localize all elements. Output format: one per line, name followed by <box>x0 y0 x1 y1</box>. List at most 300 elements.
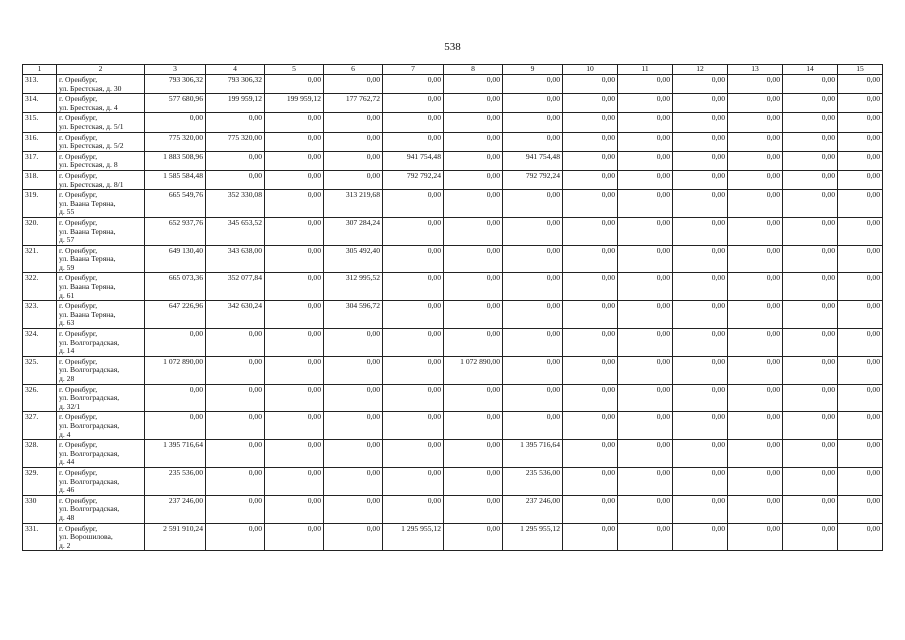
value-cell: 0,00 <box>783 273 838 301</box>
value-cell: 0,00 <box>783 132 838 151</box>
value-cell: 0,00 <box>206 170 265 189</box>
value-cell: 0,00 <box>206 151 265 170</box>
table-row <box>23 440 883 468</box>
address-line: г. Оренбург, <box>59 440 98 450</box>
address-cell <box>57 170 145 189</box>
value-cell: 0,00 <box>265 301 324 329</box>
table-body <box>23 65 883 551</box>
value-cell: 1 295 955,12 <box>383 523 444 551</box>
data-table <box>22 64 883 551</box>
column-header: 13 <box>728 65 783 75</box>
address-line: г. Оренбург, <box>59 170 98 180</box>
table-row <box>23 113 883 132</box>
address-line: г. Оренбург, <box>59 132 98 142</box>
address-cell <box>57 273 145 301</box>
value-cell: 0,00 <box>563 301 618 329</box>
column-header: 10 <box>563 65 618 75</box>
value-cell: 0,00 <box>324 75 383 94</box>
address-line: ул. Ворошилова, <box>59 532 113 542</box>
value-cell: 199 959,12 <box>206 94 265 113</box>
value-cell: 0,00 <box>383 273 444 301</box>
value-cell: 0,00 <box>838 151 883 170</box>
value-cell: 0,00 <box>145 329 206 357</box>
table-row <box>23 190 883 218</box>
address-line: д. 44 <box>59 457 75 467</box>
value-cell: 235 536,00 <box>503 467 563 495</box>
value-cell: 0,00 <box>563 151 618 170</box>
address-cell <box>57 94 145 113</box>
address-cell <box>57 495 145 523</box>
address-line: ул. Брестская, д. 30 <box>59 83 122 93</box>
address-line: г. Оренбург, <box>59 94 98 104</box>
address-line: д. 32/1 <box>59 401 81 411</box>
value-cell: 0,00 <box>673 190 728 218</box>
column-header: 15 <box>838 65 883 75</box>
column-header: 4 <box>206 65 265 75</box>
value-cell: 0,00 <box>673 94 728 113</box>
row-number: 314. <box>23 94 57 113</box>
value-cell: 307 284,24 <box>324 217 383 245</box>
page-number: 538 <box>444 41 461 53</box>
value-cell: 0,00 <box>783 523 838 551</box>
value-cell: 0,00 <box>728 273 783 301</box>
value-cell: 1 395 716,64 <box>145 440 206 468</box>
value-cell: 0,00 <box>783 356 838 384</box>
value-cell: 305 492,40 <box>324 245 383 273</box>
value-cell: 0,00 <box>265 523 324 551</box>
column-header: 11 <box>618 65 673 75</box>
value-cell: 0,00 <box>265 467 324 495</box>
value-cell: 0,00 <box>563 329 618 357</box>
row-number: 331. <box>23 523 57 551</box>
value-cell: 577 680,96 <box>145 94 206 113</box>
value-cell: 0,00 <box>563 190 618 218</box>
address-cell <box>57 523 145 551</box>
value-cell: 0,00 <box>265 495 324 523</box>
value-cell: 0,00 <box>503 113 563 132</box>
value-cell: 0,00 <box>673 301 728 329</box>
value-cell: 0,00 <box>618 467 673 495</box>
value-cell: 0,00 <box>673 273 728 301</box>
address-line: д. 48 <box>59 512 75 522</box>
value-cell: 0,00 <box>618 151 673 170</box>
address-line: ул. Ваана Теряна, <box>59 282 116 292</box>
value-cell: 0,00 <box>503 190 563 218</box>
value-cell: 0,00 <box>838 190 883 218</box>
value-cell: 0,00 <box>206 467 265 495</box>
value-cell: 0,00 <box>206 440 265 468</box>
value-cell: 0,00 <box>618 217 673 245</box>
value-cell: 0,00 <box>673 523 728 551</box>
row-number: 328. <box>23 440 57 468</box>
value-cell: 0,00 <box>783 329 838 357</box>
value-cell: 0,00 <box>728 151 783 170</box>
value-cell: 0,00 <box>383 495 444 523</box>
row-number: 324. <box>23 329 57 357</box>
value-cell: 0,00 <box>618 301 673 329</box>
value-cell: 0,00 <box>503 132 563 151</box>
address-line: г. Оренбург, <box>59 190 98 200</box>
row-number: 315. <box>23 113 57 132</box>
value-cell: 0,00 <box>563 75 618 94</box>
address-line: г. Оренбург, <box>59 495 98 505</box>
value-cell: 0,00 <box>673 384 728 412</box>
value-cell: 0,00 <box>838 467 883 495</box>
value-cell: 345 653,52 <box>206 217 265 245</box>
address-line: ул. Волгоградская, <box>59 448 120 458</box>
address-line: д. 4 <box>59 429 71 439</box>
address-line: ул. Волгоградская, <box>59 476 120 486</box>
address-cell <box>57 412 145 440</box>
value-cell: 0,00 <box>618 113 673 132</box>
value-cell: 0,00 <box>783 170 838 189</box>
value-cell: 0,00 <box>206 329 265 357</box>
column-header: 2 <box>57 65 145 75</box>
value-cell: 0,00 <box>728 132 783 151</box>
value-cell: 0,00 <box>673 170 728 189</box>
value-cell: 0,00 <box>265 151 324 170</box>
value-cell: 0,00 <box>728 523 783 551</box>
row-number: 326. <box>23 384 57 412</box>
value-cell: 0,00 <box>618 245 673 273</box>
table-row <box>23 301 883 329</box>
address-cell <box>57 329 145 357</box>
value-cell: 793 306,32 <box>206 75 265 94</box>
value-cell: 352 330,08 <box>206 190 265 218</box>
value-cell: 0,00 <box>444 132 503 151</box>
column-header: 8 <box>444 65 503 75</box>
row-number: 327. <box>23 412 57 440</box>
address-line: д. 63 <box>59 318 75 328</box>
value-cell: 0,00 <box>728 412 783 440</box>
value-cell: 0,00 <box>673 412 728 440</box>
value-cell: 0,00 <box>563 245 618 273</box>
value-cell: 0,00 <box>673 75 728 94</box>
value-cell: 0,00 <box>563 384 618 412</box>
value-cell: 0,00 <box>618 75 673 94</box>
address-line: д. 57 <box>59 235 75 245</box>
value-cell: 0,00 <box>265 440 324 468</box>
value-cell: 0,00 <box>838 245 883 273</box>
value-cell: 237 246,00 <box>145 495 206 523</box>
value-cell: 0,00 <box>444 301 503 329</box>
column-header: 1 <box>23 65 57 75</box>
value-cell: 0,00 <box>444 113 503 132</box>
column-header: 7 <box>383 65 444 75</box>
value-cell: 0,00 <box>618 170 673 189</box>
address-line: ул. Брестская, д. 4 <box>59 102 118 112</box>
address-cell <box>57 217 145 245</box>
row-number: 313. <box>23 75 57 94</box>
value-cell: 647 226,96 <box>145 301 206 329</box>
value-cell: 0,00 <box>206 356 265 384</box>
value-cell: 1 395 716,64 <box>503 440 563 468</box>
value-cell: 2 591 910,24 <box>145 523 206 551</box>
value-cell: 304 596,72 <box>324 301 383 329</box>
value-cell: 0,00 <box>783 217 838 245</box>
row-number: 317. <box>23 151 57 170</box>
value-cell: 0,00 <box>783 75 838 94</box>
value-cell: 0,00 <box>444 245 503 273</box>
value-cell: 0,00 <box>265 329 324 357</box>
row-number: 330 <box>23 495 57 523</box>
value-cell: 0,00 <box>673 217 728 245</box>
value-cell: 0,00 <box>145 384 206 412</box>
address-line: д. 55 <box>59 207 75 217</box>
value-cell: 0,00 <box>728 467 783 495</box>
value-cell: 0,00 <box>444 523 503 551</box>
value-cell: 0,00 <box>444 467 503 495</box>
address-line: ул. Волгоградская, <box>59 420 120 430</box>
value-cell: 792 792,24 <box>383 170 444 189</box>
value-cell: 0,00 <box>618 495 673 523</box>
address-line: г. Оренбург, <box>59 523 98 533</box>
value-cell: 343 638,00 <box>206 245 265 273</box>
value-cell: 665 073,36 <box>145 273 206 301</box>
column-header: 5 <box>265 65 324 75</box>
value-cell: 0,00 <box>838 495 883 523</box>
value-cell: 0,00 <box>728 384 783 412</box>
value-cell: 0,00 <box>503 356 563 384</box>
value-cell: 0,00 <box>673 440 728 468</box>
value-cell: 0,00 <box>618 384 673 412</box>
value-cell: 0,00 <box>324 523 383 551</box>
value-cell: 0,00 <box>444 273 503 301</box>
value-cell: 0,00 <box>783 495 838 523</box>
value-cell: 0,00 <box>563 170 618 189</box>
value-cell: 0,00 <box>618 329 673 357</box>
value-cell: 0,00 <box>444 440 503 468</box>
value-cell: 0,00 <box>838 273 883 301</box>
value-cell: 0,00 <box>673 467 728 495</box>
value-cell: 0,00 <box>265 113 324 132</box>
value-cell: 0,00 <box>324 467 383 495</box>
address-line: ул. Ваана Теряна, <box>59 198 116 208</box>
value-cell: 0,00 <box>383 245 444 273</box>
value-cell: 0,00 <box>728 495 783 523</box>
address-cell <box>57 356 145 384</box>
value-cell: 0,00 <box>503 273 563 301</box>
value-cell: 0,00 <box>265 356 324 384</box>
value-cell: 0,00 <box>618 273 673 301</box>
address-line: д. 28 <box>59 374 75 383</box>
table-row <box>23 273 883 301</box>
value-cell: 0,00 <box>265 190 324 218</box>
value-cell: 0,00 <box>206 523 265 551</box>
table-row <box>23 132 883 151</box>
value-cell: 0,00 <box>324 151 383 170</box>
value-cell: 0,00 <box>324 329 383 357</box>
value-cell: 0,00 <box>838 132 883 151</box>
address-line: ул. Ваана Теряна, <box>59 254 116 264</box>
value-cell: 792 792,24 <box>503 170 563 189</box>
value-cell: 0,00 <box>783 412 838 440</box>
value-cell: 0,00 <box>838 113 883 132</box>
address-line: д. 59 <box>59 262 75 272</box>
address-line: ул. Волгоградская, <box>59 393 120 403</box>
value-cell: 0,00 <box>838 523 883 551</box>
value-cell: 0,00 <box>618 356 673 384</box>
address-line: г. Оренбург, <box>59 329 98 339</box>
address-line: ул. Брестская, д. 5/2 <box>59 141 124 151</box>
value-cell: 0,00 <box>563 467 618 495</box>
address-line: д. 61 <box>59 290 75 300</box>
value-cell: 0,00 <box>838 384 883 412</box>
value-cell: 0,00 <box>728 245 783 273</box>
address-line: г. Оренбург, <box>59 75 98 84</box>
value-cell: 0,00 <box>383 75 444 94</box>
value-cell: 0,00 <box>618 190 673 218</box>
address-line: г. Оренбург, <box>59 217 98 227</box>
column-header: 9 <box>503 65 563 75</box>
address-cell <box>57 132 145 151</box>
value-cell: 0,00 <box>728 217 783 245</box>
row-number: 323. <box>23 301 57 329</box>
address-line: г. Оренбург, <box>59 245 98 255</box>
address-line: д. 46 <box>59 485 75 495</box>
value-cell: 0,00 <box>265 245 324 273</box>
value-cell: 0,00 <box>503 301 563 329</box>
value-cell: 0,00 <box>838 94 883 113</box>
row-number: 325. <box>23 356 57 384</box>
address-line: г. Оренбург, <box>59 273 98 283</box>
value-cell: 0,00 <box>728 113 783 132</box>
value-cell: 775 320,00 <box>145 132 206 151</box>
value-cell: 0,00 <box>783 301 838 329</box>
address-line: г. Оренбург, <box>59 151 98 161</box>
address-line: г. Оренбург, <box>59 384 98 394</box>
value-cell: 0,00 <box>728 170 783 189</box>
value-cell: 0,00 <box>728 301 783 329</box>
value-cell: 0,00 <box>838 170 883 189</box>
value-cell: 0,00 <box>563 356 618 384</box>
value-cell: 0,00 <box>265 170 324 189</box>
value-cell: 0,00 <box>383 113 444 132</box>
address-line: ул. Брестская, д. 8/1 <box>59 179 124 189</box>
address-cell <box>57 113 145 132</box>
address-line: г. Оренбург, <box>59 467 98 477</box>
value-cell: 0,00 <box>563 132 618 151</box>
value-cell: 0,00 <box>324 384 383 412</box>
value-cell: 1 883 508,96 <box>145 151 206 170</box>
value-cell: 0,00 <box>838 356 883 384</box>
value-cell: 0,00 <box>206 384 265 412</box>
value-cell: 649 130,40 <box>145 245 206 273</box>
address-cell <box>57 151 145 170</box>
row-number: 322. <box>23 273 57 301</box>
address-cell <box>57 384 145 412</box>
value-cell: 312 995,52 <box>324 273 383 301</box>
value-cell: 0,00 <box>383 94 444 113</box>
value-cell: 0,00 <box>783 190 838 218</box>
column-header: 14 <box>783 65 838 75</box>
value-cell: 0,00 <box>503 94 563 113</box>
value-cell: 0,00 <box>728 329 783 357</box>
value-cell: 0,00 <box>324 440 383 468</box>
value-cell: 235 536,00 <box>145 467 206 495</box>
header-row <box>23 65 883 75</box>
value-cell: 177 762,72 <box>324 94 383 113</box>
row-number: 319. <box>23 190 57 218</box>
value-cell: 199 959,12 <box>265 94 324 113</box>
value-cell: 0,00 <box>728 356 783 384</box>
address-line: г. Оренбург, <box>59 113 98 123</box>
value-cell: 0,00 <box>444 217 503 245</box>
table-row <box>23 523 883 551</box>
value-cell: 0,00 <box>673 151 728 170</box>
value-cell: 0,00 <box>563 440 618 468</box>
value-cell: 0,00 <box>265 132 324 151</box>
value-cell: 0,00 <box>783 384 838 412</box>
value-cell: 0,00 <box>673 356 728 384</box>
value-cell: 0,00 <box>838 75 883 94</box>
value-cell: 0,00 <box>383 384 444 412</box>
value-cell: 0,00 <box>618 132 673 151</box>
value-cell: 0,00 <box>673 329 728 357</box>
address-line: ул. Волгоградская, <box>59 365 120 375</box>
value-cell: 0,00 <box>673 113 728 132</box>
value-cell: 0,00 <box>206 495 265 523</box>
value-cell: 342 630,24 <box>206 301 265 329</box>
value-cell: 941 754,48 <box>503 151 563 170</box>
address-line: ул. Брестская, д. 5/1 <box>59 121 124 131</box>
address-cell <box>57 190 145 218</box>
value-cell: 0,00 <box>783 245 838 273</box>
value-cell: 665 549,76 <box>145 190 206 218</box>
value-cell: 0,00 <box>503 245 563 273</box>
value-cell: 0,00 <box>783 94 838 113</box>
value-cell: 0,00 <box>324 113 383 132</box>
value-cell: 0,00 <box>563 94 618 113</box>
value-cell: 1 295 955,12 <box>503 523 563 551</box>
value-cell: 0,00 <box>383 412 444 440</box>
value-cell: 0,00 <box>444 384 503 412</box>
address-line: г. Оренбург, <box>59 356 98 366</box>
address-line: ул. Ваана Теряна, <box>59 309 116 319</box>
value-cell: 0,00 <box>324 356 383 384</box>
address-line: ул. Ваана Теряна, <box>59 226 116 236</box>
value-cell: 0,00 <box>673 132 728 151</box>
value-cell: 0,00 <box>444 75 503 94</box>
row-number: 318. <box>23 170 57 189</box>
address-line: г. Оренбург, <box>59 412 98 422</box>
value-cell: 0,00 <box>444 495 503 523</box>
value-cell: 0,00 <box>444 329 503 357</box>
value-cell: 0,00 <box>503 217 563 245</box>
value-cell: 0,00 <box>673 245 728 273</box>
value-cell: 0,00 <box>265 273 324 301</box>
value-cell: 0,00 <box>383 132 444 151</box>
value-cell: 0,00 <box>324 132 383 151</box>
value-cell: 0,00 <box>618 94 673 113</box>
value-cell: 0,00 <box>728 75 783 94</box>
value-cell: 0,00 <box>838 412 883 440</box>
value-cell: 0,00 <box>838 329 883 357</box>
value-cell: 0,00 <box>383 190 444 218</box>
address-line: ул. Волгоградская, <box>59 504 120 514</box>
value-cell: 0,00 <box>563 217 618 245</box>
value-cell: 0,00 <box>444 170 503 189</box>
value-cell: 652 937,76 <box>145 217 206 245</box>
row-number: 316. <box>23 132 57 151</box>
value-cell: 0,00 <box>728 94 783 113</box>
value-cell: 0,00 <box>383 329 444 357</box>
value-cell: 0,00 <box>383 467 444 495</box>
address-line: ул. Волгоградская, <box>59 337 120 347</box>
value-cell: 0,00 <box>206 412 265 440</box>
value-cell: 0,00 <box>728 440 783 468</box>
value-cell: 0,00 <box>563 273 618 301</box>
